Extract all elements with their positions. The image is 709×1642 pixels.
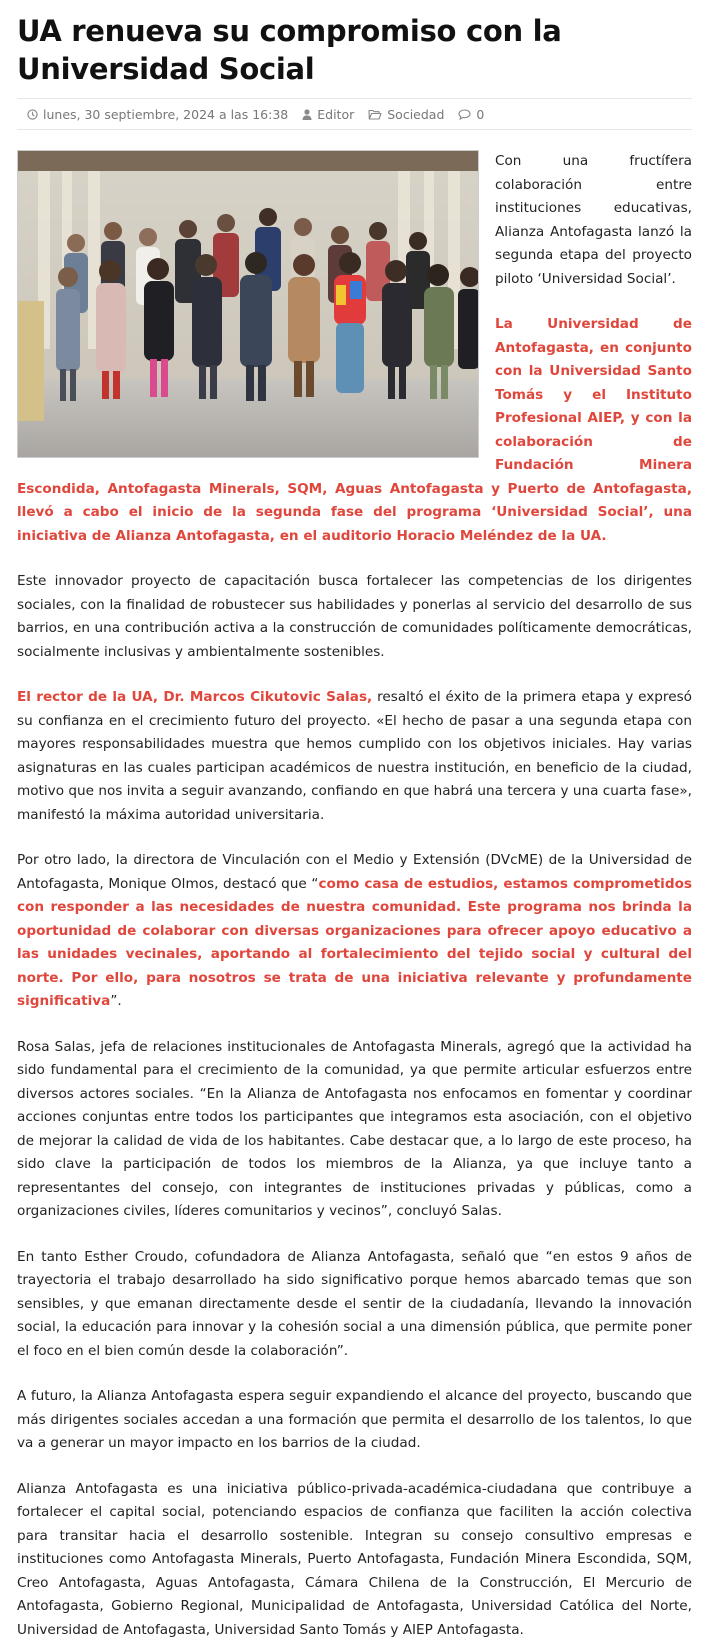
comment-icon (458, 109, 471, 120)
intro-paragraph: Con una fructífera colaboración entre instituciones educativas, Alianza Antofagasta lanzó la segunda etapa del proyecto piloto ‘Universidad Social’. (17, 150, 692, 291)
clock-icon (27, 109, 38, 120)
body-paragraph-salas: Rosa Salas, jefa de relaciones institucionales de Antofagasta Minerals, agregó que la actividad ha sido fundamental para el crecimiento de la comunidad, ya que permite articular esfuerzos entre diversos actores sociales. “En la Alianza de Antofagasta nos enfocamos en fomentar y coordinar acciones conjuntas entre todos los participantes que integramos esta asociación, con el objetivo de mejorar la calidad de vida de los habitantes. Cabe destacar que, a lo largo de este proceso, ha sido clave la participación de todos los miembros de la Alianza, ya que incluye tanto a representantes del consejo, con integrantes de instituciones privadas y públicas, como a organizaciones civiles, líderes comunitarios y vecinos”, concluyó Salas. (17, 1036, 692, 1224)
user-icon (302, 109, 312, 120)
group-photo-icon (18, 151, 478, 457)
meta-date (27, 107, 288, 122)
article-meta (17, 99, 692, 129)
directora-end: ”. (110, 993, 121, 1009)
meta-category[interactable] (368, 107, 444, 122)
rector-text: resaltó el éxito de la primera etapa y expresó su confianza en el crecimiento futuro del proyecto. «El hecho de pasar a una segunda etapa con mayores responsabilidades muestra que hemos cumplido con los objetivos iniciales. Hay varias asignaturas en las cuales participan académicos de nuestra institución, en beneficio de la ciudad, motivo que nos invita a seguir avanzando, confiando en que habrá una tercera y una cuarta fase», manifestó la máxima autoridad universitaria. (17, 689, 692, 823)
body-paragraph-rector (17, 686, 692, 827)
article-title: UA renueva su compromiso con la Universidad Social (17, 0, 692, 88)
body-paragraph: Este innovador proyecto de capacitación busca fortalecer las competencias de los dirigentes sociales, con la finalidad de robustecer sus habilidades y ponerlas al servicio del desarrollo de sus barrios, en una contribución activa a la construcción de comunidades políticamente democráticas, socialmente inclusivas y ambientalmente sostenibles. (17, 570, 692, 664)
date-text: lunes, 30 septiembre, 2024 a las 16:38 (43, 107, 288, 122)
body-paragraph-futuro: A futuro, la Alianza Antofagasta espera seguir expandiendo el alcance del proyecto, buscando que más dirigentes sociales accedan a una formación que permita el desarrollo de los talentos, lo que va a generar un mayor impacto en los barrios de la ciudad. (17, 1385, 692, 1456)
comments-count[interactable]: 0 (476, 107, 484, 122)
category-link[interactable]: Sociedad (387, 107, 444, 122)
lead-highlight-paragraph: La Universidad de Antofagasta, en conjunto con la Universidad Santo Tomás y el Instituto Profesional AIEP, y con la colaboración de Fundación Minera Escondida, Antofagasta Minerals, SQM, Aguas Antofagasta y Puerto de Antofagasta, llevó a cabo el inicio de la segunda fase del programa ‘Universidad Social’, una iniciativa de Alianza Antofagasta, en el auditorio Horacio Meléndez de la UA. (17, 313, 692, 548)
directora-quote: como casa de estudios, estamos comprometidos con responder a las necesidades de nuestra comunidad. Este programa nos brinda la oportunidad de colaborar con diversas organizaciones para ofrecer apoyo educativo a las unidades vecinales, aportando al fortalecimiento del tejido social y cultural del norte. Por ello, para nosotros se trata de una iniciativa relevante y profundamente significativa (17, 876, 692, 1010)
meta-author[interactable] (302, 107, 354, 122)
rector-highlight: El rector de la UA, Dr. Marcos Cikutovic Salas, (17, 689, 372, 705)
divider (17, 129, 692, 130)
meta-comments[interactable] (458, 107, 484, 122)
article-photo (17, 150, 479, 458)
body-paragraph-croudo: En tanto Esther Croudo, cofundadora de Alianza Antofagasta, señaló que “en estos 9 años de trayectoria el trabajo desarrollado ha sido significativo porque hemos abarcado temas que son sensibles, y que emanan directamente desde el sentir de la ciudadanía, llevando la innovación social, la educación para innovar y la cohesión social a una dimensión pública, que permite poner el foco en el bien común desde la colaboración”. (17, 1246, 692, 1364)
folder-open-icon (368, 109, 382, 120)
author-link[interactable]: Editor (317, 107, 354, 122)
body-paragraph-alianza: Alianza Antofagasta es una iniciativa público-privada-académica-ciudadana que contribuye a fortalecer el capital social, potenciando espacios de confianza que faciliten la acción colectiva para transitar hacia el desarrollo sostenible. Integran su consejo consultivo empresas e instituciones como Antofagasta Minerals, Puerto Antofagasta, Fundación Minera Escondida, SQM, Creo Antofagasta, Aguas Antofagasta, Cámara Chilena de la Construcción, El Mercurio de Antofagasta, Gobierno Regional, Municipalidad de Antofagasta, Universidad Católica del Norte, Universidad de Antofagasta, Universidad Santo Tomás y AIEP Antofagasta. (17, 1478, 692, 1642)
directora-text: Por otro lado, la directora de Vinculación con el Medio y Extensión (DVcME) de la Universidad de Antofagasta, Monique Olmos, destacó que “ (17, 852, 692, 892)
body-paragraph-directora (17, 849, 692, 1014)
